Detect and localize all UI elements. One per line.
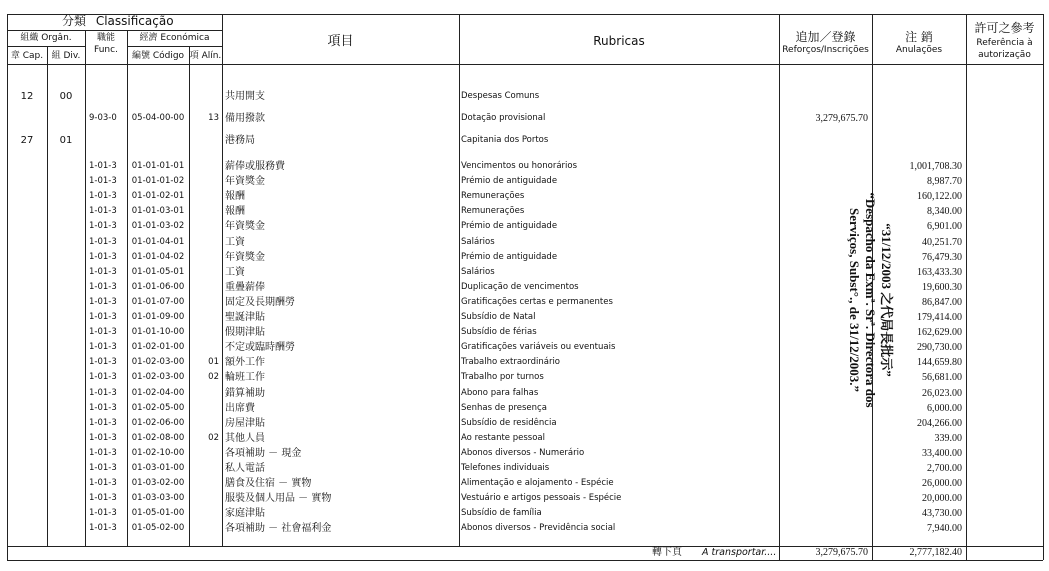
cell-anul: 204,266.00 bbox=[917, 417, 962, 429]
cell-func: 1-01-3 bbox=[89, 508, 117, 519]
cell-func: 1-01-3 bbox=[89, 221, 117, 232]
cell-pt: Ao restante pessoal bbox=[461, 432, 545, 443]
cell-anul: 163,433.30 bbox=[917, 266, 962, 278]
header-reforcos-zh: 追加／登錄 bbox=[795, 30, 856, 44]
cell-pt: Duplicação de vencimentos bbox=[461, 281, 579, 292]
header-referencia-1: Referência à bbox=[976, 38, 1033, 48]
cell-anul: 144,659.80 bbox=[917, 357, 962, 369]
cell-func: 1-01-3 bbox=[89, 296, 117, 307]
cell-code: 01-03-01-00 bbox=[131, 463, 185, 473]
cell-pt: Trabalho por turnos bbox=[461, 372, 544, 383]
cell-code: 01-05-01-00 bbox=[131, 508, 185, 519]
header-referencia-zh: 許可之參考 bbox=[974, 21, 1035, 35]
cell-code: 01-02-10-00 bbox=[131, 447, 185, 458]
cell-zh: 假期津貼 bbox=[225, 327, 265, 339]
cell-func: 1-01-3 bbox=[89, 206, 117, 217]
cell-func: 1-01-3 bbox=[89, 251, 117, 262]
cell-pt: Abono para falhas bbox=[461, 387, 539, 398]
cell-zh: 年資獎金 bbox=[225, 251, 265, 263]
cell-anul: 339.00 bbox=[934, 432, 962, 444]
header-div: 組 Div. bbox=[51, 51, 81, 61]
cell-code: 01-01-04-01 bbox=[131, 236, 185, 247]
cell-anul: 160,122.00 bbox=[917, 191, 962, 203]
cell-func: 1-01-3 bbox=[89, 191, 117, 202]
cell-func: 1-01-3 bbox=[89, 432, 117, 443]
cell-pt: Gratificações variáveis ou eventuais bbox=[461, 342, 616, 353]
cell-code: 01-02-03-00 bbox=[131, 357, 185, 368]
cell-pt: Subsídio de Natal bbox=[461, 312, 536, 322]
cell-zh: 膳食及住宿 － 實物 bbox=[225, 478, 312, 490]
authorization-note-line-2: “Despacho da Exmª. Srª. Directora dos bbox=[863, 192, 878, 408]
cell-func: 1-01-3 bbox=[89, 372, 117, 383]
cell-code: 01-05-02-00 bbox=[131, 523, 185, 534]
cell-zh: 重疊薪俸 bbox=[225, 281, 265, 293]
cell-func: 1-01-3 bbox=[89, 281, 117, 292]
footer-label-zh: 轉下頁 bbox=[652, 547, 682, 558]
cell-ref: 3,279,675.70 bbox=[815, 113, 868, 124]
cell-func: 1-01-3 bbox=[89, 478, 117, 489]
cell-zh: 房屋津貼 bbox=[225, 417, 265, 429]
cell-zh: 其他人員 bbox=[225, 432, 265, 444]
header-classificacao-zh: 分類 bbox=[62, 14, 87, 28]
cell-code: 05-04-00-00 bbox=[131, 113, 185, 123]
cell-anul: 43,730.00 bbox=[922, 508, 962, 520]
cell-func: 1-01-3 bbox=[89, 176, 117, 187]
cell-anul: 1,001,708.30 bbox=[909, 161, 962, 172]
cell-pt: Salários bbox=[461, 266, 495, 277]
cell-pt: Telefones individuais bbox=[461, 463, 550, 473]
header-codigo: 編號 Código bbox=[131, 51, 185, 61]
header-func: Func. bbox=[94, 45, 118, 55]
cell-anul: 26,000.00 bbox=[922, 478, 962, 490]
header-classificacao: Classificação bbox=[95, 14, 174, 28]
footer-total-ref: 3,279,675.70 bbox=[815, 547, 868, 558]
header-rubricas: Rubricas bbox=[593, 34, 645, 48]
header-anulacoes: Anulações bbox=[895, 45, 943, 55]
cell-zh: 錯算補助 bbox=[225, 387, 265, 399]
cell-zh: 工資 bbox=[225, 236, 245, 248]
footer-label-pt: A transportar.... bbox=[702, 547, 777, 558]
cell-div: 00 bbox=[59, 91, 73, 102]
cell-func: 1-01-3 bbox=[89, 236, 117, 247]
cell-anul: 86,847.00 bbox=[922, 296, 962, 308]
cell-alin: 02 bbox=[208, 372, 219, 383]
authorization-note-line-3: Serviços, Subst°., de 31/12/2003.” bbox=[847, 208, 862, 392]
cell-anul: 8,340.00 bbox=[927, 206, 962, 218]
cell-pt: Remunerações bbox=[461, 206, 525, 217]
cell-pt: Subsídio de residência bbox=[461, 417, 557, 428]
cell-code: 01-01-02-01 bbox=[131, 191, 185, 202]
cell-zh: 額外工作 bbox=[225, 357, 265, 369]
cell-pt: Senhas de presença bbox=[461, 402, 547, 413]
cell-zh: 港務局 bbox=[225, 135, 255, 146]
header-func-zh: 職能 bbox=[96, 33, 115, 43]
cell-pt: Subsídio de família bbox=[461, 508, 542, 519]
header-orgao: 組織 Orgân. bbox=[20, 33, 72, 43]
header-cap: 章 Cap. bbox=[10, 51, 44, 61]
cell-func: 1-01-3 bbox=[89, 161, 117, 171]
cell-code: 01-01-10-00 bbox=[131, 327, 185, 338]
header-economica: 經濟 Económica bbox=[139, 33, 210, 43]
cell-anul: 40,251.70 bbox=[922, 236, 962, 248]
header-item-zh: 項目 bbox=[327, 34, 354, 49]
cell-anul: 179,414.00 bbox=[917, 312, 962, 323]
header-reforcos: Reforços/Inscrições bbox=[782, 45, 869, 55]
authorization-note-line-1: “31/12/2003 之代局長批示” bbox=[879, 223, 894, 377]
cell-func: 1-01-3 bbox=[89, 463, 117, 473]
cell-func: 1-01-3 bbox=[89, 523, 117, 534]
cell-alin: 01 bbox=[208, 357, 219, 368]
cell-anul: 76,479.30 bbox=[922, 251, 962, 263]
cell-zh: 輪班工作 bbox=[225, 372, 265, 384]
cell-zh: 服裝及個人用品 － 實物 bbox=[225, 493, 332, 505]
header-alin: 項 Alín. bbox=[189, 51, 222, 61]
cell-code: 01-01-01-02 bbox=[131, 176, 185, 187]
cell-alin: 13 bbox=[208, 113, 219, 123]
cell-code: 01-01-04-02 bbox=[131, 251, 185, 262]
cell-code: 01-02-06-00 bbox=[131, 417, 185, 428]
cell-cap: 27 bbox=[20, 135, 34, 146]
cell-func: 1-01-3 bbox=[89, 417, 117, 428]
cell-func: 1-01-3 bbox=[89, 266, 117, 277]
cell-zh: 各項補助 － 現金 bbox=[225, 447, 302, 459]
cell-func: 1-01-3 bbox=[89, 342, 117, 353]
cell-code: 01-03-03-00 bbox=[131, 493, 185, 504]
cell-func: 1-01-3 bbox=[89, 447, 117, 458]
cell-anul: 20,000.00 bbox=[922, 493, 962, 505]
cell-code: 01-02-04-00 bbox=[131, 387, 185, 398]
cell-anul: 26,023.00 bbox=[922, 387, 962, 399]
cell-anul: 290,730.00 bbox=[917, 342, 962, 354]
cell-zh: 年資獎金 bbox=[225, 221, 265, 233]
cell-div: 01 bbox=[59, 135, 73, 146]
cell-pt: Vencimentos ou honorários bbox=[461, 161, 578, 171]
cell-anul: 33,400.00 bbox=[922, 447, 962, 459]
cell-pt: Abonos diversos - Numerário bbox=[461, 447, 585, 458]
cell-code: 01-01-03-01 bbox=[131, 206, 185, 217]
header-anulacoes-zh: 注 銷 bbox=[905, 30, 933, 44]
cell-pt: Prémio de antiguidade bbox=[461, 251, 558, 262]
cell-zh: 工資 bbox=[225, 266, 245, 278]
cell-code: 01-01-03-02 bbox=[131, 221, 185, 232]
cell-zh: 報酬 bbox=[225, 191, 245, 203]
cell-func: 1-01-3 bbox=[89, 327, 117, 338]
cell-anul: 56,681.00 bbox=[922, 372, 962, 384]
cell-code: 01-02-05-00 bbox=[131, 402, 185, 413]
cell-zh: 年資獎金 bbox=[225, 176, 265, 188]
cell-anul: 6,000.00 bbox=[927, 402, 962, 414]
cell-cap: 12 bbox=[20, 91, 34, 102]
header-referencia-2: autorização bbox=[978, 50, 1031, 60]
cell-zh: 備用撥款 bbox=[225, 113, 265, 124]
cell-code: 01-01-06-00 bbox=[131, 281, 185, 292]
cell-func: 9-03-0 bbox=[89, 113, 117, 123]
cell-func: 1-01-3 bbox=[89, 402, 117, 413]
cell-code: 01-02-03-00 bbox=[131, 372, 185, 383]
cell-zh: 各項補助 － 社會福利金 bbox=[225, 523, 332, 535]
cell-pt: Vestuário e artigos pessoais - Espécie bbox=[461, 493, 622, 504]
cell-func: 1-01-3 bbox=[89, 357, 117, 368]
cell-anul: 19,600.30 bbox=[922, 281, 962, 293]
cell-pt: Abonos diversos - Previdência social bbox=[461, 523, 616, 534]
cell-pt: Gratificações certas e permanentes bbox=[461, 296, 613, 307]
cell-pt: Despesas Comuns bbox=[461, 91, 540, 101]
cell-func: 1-01-3 bbox=[89, 493, 117, 504]
cell-func: 1-01-3 bbox=[89, 312, 117, 322]
cell-anul: 8,987.70 bbox=[927, 176, 962, 188]
cell-code: 01-02-01-00 bbox=[131, 342, 185, 353]
cell-pt: Prémio de antiguidade bbox=[461, 176, 558, 187]
cell-zh: 出席費 bbox=[225, 402, 255, 414]
cell-code: 01-02-08-00 bbox=[131, 432, 185, 443]
cell-pt: Trabalho extraordinário bbox=[461, 357, 561, 368]
cell-code: 01-01-05-01 bbox=[131, 266, 185, 277]
cell-zh: 私人電話 bbox=[225, 463, 265, 474]
cell-anul: 2,700.00 bbox=[927, 463, 962, 474]
authorization-note bbox=[846, 150, 894, 450]
cell-zh: 聖誕津貼 bbox=[225, 312, 265, 323]
cell-anul: 6,901.00 bbox=[927, 221, 962, 233]
cell-alin: 02 bbox=[208, 432, 219, 443]
cell-pt: Dotação provisional bbox=[461, 113, 546, 123]
cell-code: 01-01-07-00 bbox=[131, 296, 185, 307]
cell-zh: 家庭津貼 bbox=[225, 508, 265, 520]
cell-pt: Salários bbox=[461, 236, 495, 247]
cell-pt: Subsídio de férias bbox=[461, 327, 537, 338]
footer-total-anul: 2,777,182.40 bbox=[909, 547, 962, 558]
cell-code: 01-03-02-00 bbox=[131, 478, 185, 489]
cell-zh: 固定及長期酬勞 bbox=[225, 296, 295, 308]
cell-pt: Alimentação e alojamento - Espécie bbox=[461, 478, 614, 489]
cell-code: 01-01-01-01 bbox=[131, 161, 185, 171]
cell-zh: 不定或臨時酬勞 bbox=[225, 342, 295, 354]
cell-zh: 共用開支 bbox=[225, 91, 265, 102]
cell-pt: Capitania dos Portos bbox=[461, 135, 549, 145]
cell-zh: 薪俸或服務費 bbox=[225, 161, 285, 172]
cell-pt: Remunerações bbox=[461, 191, 525, 202]
cell-pt: Prémio de antiguidade bbox=[461, 221, 558, 232]
cell-anul: 7,940.00 bbox=[927, 523, 962, 535]
cell-zh: 報酬 bbox=[225, 206, 245, 218]
cell-func: 1-01-3 bbox=[89, 387, 117, 398]
cell-anul: 162,629.00 bbox=[917, 327, 962, 339]
cell-code: 01-01-09-00 bbox=[131, 312, 185, 322]
